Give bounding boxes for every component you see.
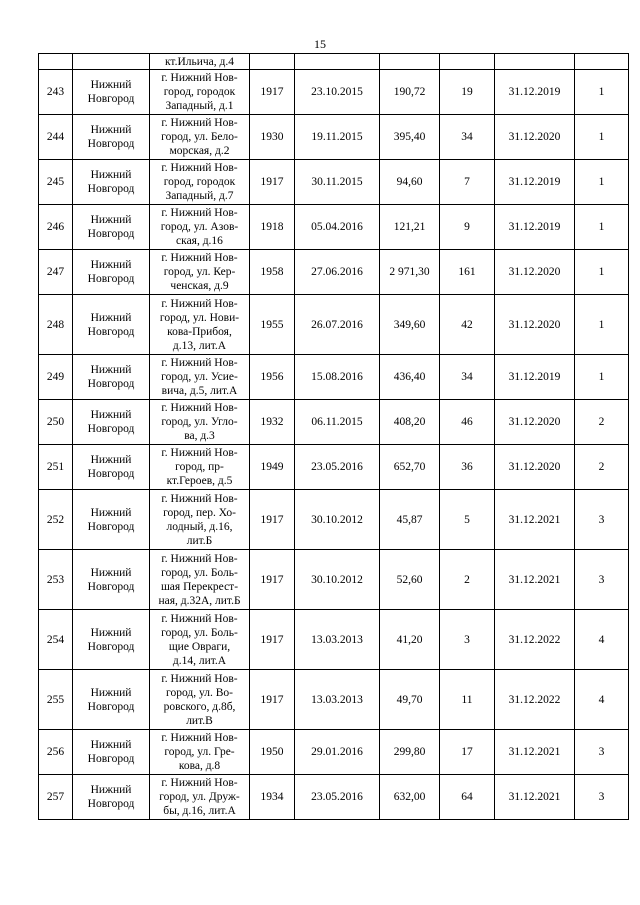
cell-plan-date: 31.12.2020 [495, 250, 575, 295]
cell-address-line: лит.Б [186, 534, 213, 547]
cell-address-line: Западный, д.7 [165, 190, 234, 202]
cell-num: 249 [39, 355, 73, 400]
cell-city [73, 730, 150, 775]
cell-date: 29.01.2016 [295, 730, 380, 775]
cell-address [150, 160, 250, 205]
cell-date [295, 54, 380, 70]
cell-address: кт.Ильича, д.4 [150, 54, 250, 70]
cell-address-line: шая Перекрест- [160, 580, 239, 593]
cell-people: 42 [440, 295, 495, 355]
cell-city-line: Новгород [87, 753, 135, 765]
cell-city-line: Нижний [90, 364, 132, 376]
cell-address-line: город, ул. Гре- [164, 746, 235, 758]
cell-city-line: Новгород [87, 183, 135, 195]
table-body [39, 54, 629, 820]
cell-num: 253 [39, 550, 73, 610]
cell-stage: 3 [575, 490, 629, 550]
cell-address [150, 775, 250, 820]
cell-address [150, 400, 250, 445]
cell-year: 1950 [250, 730, 295, 775]
cell-area: 41,20 [380, 610, 440, 670]
cell-area: 632,00 [380, 775, 440, 820]
cell-city-line: Нижний [90, 259, 132, 271]
cell-address-line: г. Нижний Нов- [161, 297, 238, 310]
cell-date: 13.03.2013 [295, 670, 380, 730]
cell-city-line: Нижний [90, 739, 132, 751]
emergency-housing-table [38, 53, 629, 820]
cell-area: 52,60 [380, 550, 440, 610]
cell-year: 1955 [250, 295, 295, 355]
cell-city [73, 355, 150, 400]
cell-num [39, 54, 73, 70]
cell-people: 7 [440, 160, 495, 205]
cell-city-line: Нижний [90, 686, 132, 699]
table-row [39, 775, 629, 820]
cell-address-line: город, ул. Боль- [161, 626, 238, 639]
cell-city [73, 54, 150, 70]
cell-stage: 1 [575, 355, 629, 400]
cell-num: 255 [39, 670, 73, 730]
cell-address-line: г. Нижний Нов- [161, 612, 238, 625]
cell-plan-date: 31.12.2019 [495, 160, 575, 205]
cell-address [150, 250, 250, 295]
cell-date: 23.05.2016 [295, 445, 380, 490]
cell-address-line: г. Нижний Нов- [161, 777, 238, 789]
cell-city [73, 160, 150, 205]
cell-city-line: Новгород [87, 520, 135, 533]
cell-city-line: Новгород [87, 378, 135, 390]
cell-address-line: г. Нижний Нов- [161, 402, 238, 414]
cell-date: 26.07.2016 [295, 295, 380, 355]
cell-plan-date: 31.12.2019 [495, 70, 575, 115]
cell-city-line: Нижний [90, 79, 132, 91]
cell-stage: 1 [575, 295, 629, 355]
cell-year: 1934 [250, 775, 295, 820]
table-row [39, 445, 629, 490]
cell-area [380, 54, 440, 70]
cell-city-line: Новгород [87, 273, 135, 285]
cell-address-line: г. Нижний Нов- [161, 252, 238, 264]
cell-address-line: город, ул. Во- [166, 686, 233, 699]
cell-stage: 1 [575, 160, 629, 205]
table-row [39, 70, 629, 115]
cell-year: 1918 [250, 205, 295, 250]
cell-num: 246 [39, 205, 73, 250]
cell-date: 23.10.2015 [295, 70, 380, 115]
cell-address-line: г. Нижний Нов- [161, 492, 238, 505]
cell-address-line: город, ул. Угло- [161, 416, 238, 428]
cell-city-line: Нижний [90, 124, 132, 136]
cell-area: 299,80 [380, 730, 440, 775]
cell-city [73, 250, 150, 295]
cell-address-line: город, пер. Хо- [163, 506, 236, 519]
cell-city [73, 115, 150, 160]
cell-stage: 4 [575, 610, 629, 670]
table-row [39, 115, 629, 160]
cell-date: 30.11.2015 [295, 160, 380, 205]
cell-year: 1958 [250, 250, 295, 295]
cell-num: 248 [39, 295, 73, 355]
cell-address-line: щие Овраги, [168, 640, 231, 653]
cell-stage: 1 [575, 205, 629, 250]
cell-year: 1917 [250, 160, 295, 205]
cell-date: 23.05.2016 [295, 775, 380, 820]
cell-city [73, 295, 150, 355]
cell-year: 1949 [250, 445, 295, 490]
cell-city [73, 445, 150, 490]
cell-num: 257 [39, 775, 73, 820]
cell-stage: 3 [575, 550, 629, 610]
cell-address-line: кова, д.8 [178, 760, 221, 772]
cell-area: 436,40 [380, 355, 440, 400]
cell-area: 121,21 [380, 205, 440, 250]
cell-people: 19 [440, 70, 495, 115]
cell-address-line: город, ул. Кер- [163, 266, 236, 278]
table-row [39, 160, 629, 205]
cell-num: 247 [39, 250, 73, 295]
cell-num: 256 [39, 730, 73, 775]
cell-city-line: Новгород [87, 138, 135, 150]
cell-area: 2 971,30 [380, 250, 440, 295]
cell-address [150, 610, 250, 670]
cell-year: 1930 [250, 115, 295, 160]
table-row [39, 550, 629, 610]
cell-year: 1917 [250, 490, 295, 550]
cell-address-line: город, ул. Усие- [161, 371, 238, 383]
cell-address-line: город, ул. Азов- [160, 221, 239, 233]
cell-city-line: Новгород [87, 423, 135, 435]
cell-stage: 4 [575, 670, 629, 730]
cell-people: 2 [440, 550, 495, 610]
table-row [39, 490, 629, 550]
cell-plan-date: 31.12.2020 [495, 115, 575, 160]
cell-address [150, 355, 250, 400]
cell-address [150, 550, 250, 610]
cell-address-line: бы, д.16, лит.А [163, 805, 236, 817]
cell-num: 244 [39, 115, 73, 160]
cell-plan-date: 31.12.2020 [495, 400, 575, 445]
cell-year: 1917 [250, 610, 295, 670]
cell-plan-date: 31.12.2021 [495, 550, 575, 610]
cell-city-line: Новгород [87, 798, 135, 810]
cell-area: 349,60 [380, 295, 440, 355]
cell-address-line: вича, д.5, лит.А [161, 385, 238, 397]
cell-address-line: г. Нижний Нов- [161, 207, 238, 219]
cell-area: 190,72 [380, 70, 440, 115]
cell-city [73, 550, 150, 610]
cell-address-line: город, ул. Бело- [161, 131, 238, 143]
cell-address-line: д.14, лит.А [172, 654, 227, 667]
cell-people: 5 [440, 490, 495, 550]
table-row [39, 400, 629, 445]
cell-address-line: г. Нижний Нов- [161, 447, 238, 459]
cell-address-line: г. Нижний Нов- [161, 672, 238, 685]
cell-address-line: ская, д.16 [176, 235, 223, 247]
cell-address [150, 115, 250, 160]
cell-people: 3 [440, 610, 495, 670]
page-number: 15 [314, 37, 326, 51]
cell-address [150, 490, 250, 550]
cell-num: 243 [39, 70, 73, 115]
cell-plan-date: 31.12.2021 [495, 730, 575, 775]
cell-address-line: город, ул. Друж- [159, 791, 240, 803]
cell-address-line: Западный, д.1 [165, 100, 234, 112]
cell-city-line: Новгород [87, 640, 135, 653]
cell-address [150, 730, 250, 775]
cell-year: 1932 [250, 400, 295, 445]
cell-plan-date: 31.12.2021 [495, 490, 575, 550]
cell-num: 252 [39, 490, 73, 550]
cell-date: 19.11.2015 [295, 115, 380, 160]
cell-stage: 1 [575, 70, 629, 115]
cell-address-line: г. Нижний Нов- [161, 732, 238, 744]
cell-city-line: Нижний [90, 214, 132, 226]
cell-people: 9 [440, 205, 495, 250]
cell-city-line: Нижний [90, 784, 132, 796]
cell-area: 395,40 [380, 115, 440, 160]
cell-address-line: ная, д.32А, лит.Б [158, 594, 241, 607]
table-row [39, 670, 629, 730]
cell-people [440, 54, 495, 70]
cell-stage: 3 [575, 775, 629, 820]
cell-address-line: г. Нижний Нов- [161, 72, 238, 84]
table-row [39, 295, 629, 355]
cell-year: 1956 [250, 355, 295, 400]
cell-address-line: кова-Прибоя, [167, 325, 232, 338]
cell-people: 36 [440, 445, 495, 490]
cell-year: 1917 [250, 70, 295, 115]
cell-year: 1917 [250, 550, 295, 610]
cell-city [73, 205, 150, 250]
cell-num: 250 [39, 400, 73, 445]
cell-plan-date: 31.12.2019 [495, 205, 575, 250]
cell-address-line: г. Нижний Нов- [161, 357, 238, 369]
cell-stage: 2 [575, 400, 629, 445]
table-row [39, 610, 629, 670]
cell-address-line: лодный, д.16, [166, 520, 233, 533]
cell-num: 245 [39, 160, 73, 205]
cell-plan-date: 31.12.2022 [495, 670, 575, 730]
cell-people: 161 [440, 250, 495, 295]
cell-address-line: город, городок [163, 176, 236, 188]
cell-city-line: Нижний [90, 409, 132, 421]
cell-city-line: Нижний [90, 626, 132, 639]
cell-address-line: ва, д.3 [184, 430, 215, 442]
cell-plan-date: 31.12.2019 [495, 355, 575, 400]
cell-city-line: Нижний [90, 506, 132, 519]
cell-city [73, 70, 150, 115]
cell-plan-date [495, 54, 575, 70]
cell-city-line: Новгород [87, 93, 135, 105]
cell-address-line: ровского, д.8б, [163, 700, 236, 713]
cell-city [73, 775, 150, 820]
cell-city [73, 400, 150, 445]
cell-city-line: Нижний [90, 311, 132, 324]
table-row [39, 250, 629, 295]
cell-stage: 2 [575, 445, 629, 490]
table-row [39, 355, 629, 400]
cell-year: 1917 [250, 670, 295, 730]
cell-date: 13.03.2013 [295, 610, 380, 670]
continued-row [39, 54, 629, 70]
cell-city [73, 610, 150, 670]
cell-area: 49,70 [380, 670, 440, 730]
cell-address-line: д.13, лит.А [172, 339, 227, 352]
cell-address-line: кт.Героев, д.5 [166, 475, 233, 487]
cell-city-line: Новгород [87, 325, 135, 338]
cell-year [250, 54, 295, 70]
cell-plan-date: 31.12.2022 [495, 610, 575, 670]
cell-area: 45,87 [380, 490, 440, 550]
cell-address [150, 670, 250, 730]
cell-people: 34 [440, 115, 495, 160]
cell-address [150, 295, 250, 355]
cell-date: 30.10.2012 [295, 490, 380, 550]
cell-area: 94,60 [380, 160, 440, 205]
cell-date: 05.04.2016 [295, 205, 380, 250]
cell-address-line: город, ул. Боль- [161, 566, 238, 579]
cell-address [150, 205, 250, 250]
cell-date: 30.10.2012 [295, 550, 380, 610]
table-row [39, 730, 629, 775]
cell-date: 27.06.2016 [295, 250, 380, 295]
cell-people: 17 [440, 730, 495, 775]
cell-address-line: лит.В [186, 714, 213, 727]
cell-plan-date: 31.12.2021 [495, 775, 575, 820]
cell-date: 15.08.2016 [295, 355, 380, 400]
cell-address-line: г. Нижний Нов- [161, 162, 238, 174]
cell-num: 254 [39, 610, 73, 670]
table-row [39, 205, 629, 250]
cell-stage: 3 [575, 730, 629, 775]
cell-address-line: г. Нижний Нов- [161, 552, 238, 565]
cell-city [73, 490, 150, 550]
cell-city-line: Новгород [87, 580, 135, 593]
cell-address-line: город, ул. Нови- [159, 311, 240, 324]
cell-city-line: Нижний [90, 566, 132, 579]
cell-area: 652,70 [380, 445, 440, 490]
cell-plan-date: 31.12.2020 [495, 295, 575, 355]
cell-address-line: город, пр- [175, 461, 224, 473]
cell-stage: 1 [575, 115, 629, 160]
cell-people: 64 [440, 775, 495, 820]
cell-city-line: Новгород [87, 700, 135, 713]
cell-date: 06.11.2015 [295, 400, 380, 445]
cell-city [73, 670, 150, 730]
cell-city-line: Нижний [90, 454, 132, 466]
cell-people: 34 [440, 355, 495, 400]
cell-address-line: г. Нижний Нов- [161, 117, 238, 129]
cell-address-line: город, городок [163, 86, 236, 98]
cell-people: 11 [440, 670, 495, 730]
cell-stage [575, 54, 629, 70]
cell-people: 46 [440, 400, 495, 445]
cell-plan-date: 31.12.2020 [495, 445, 575, 490]
cell-address [150, 70, 250, 115]
cell-address-line: ченская, д.9 [170, 280, 229, 292]
cell-num: 251 [39, 445, 73, 490]
cell-address-line: морская, д.2 [169, 145, 230, 157]
cell-area: 408,20 [380, 400, 440, 445]
cell-city-line: Новгород [87, 228, 135, 240]
cell-city-line: Нижний [90, 169, 132, 181]
cell-address [150, 445, 250, 490]
cell-city-line: Новгород [87, 468, 135, 480]
cell-stage: 1 [575, 250, 629, 295]
